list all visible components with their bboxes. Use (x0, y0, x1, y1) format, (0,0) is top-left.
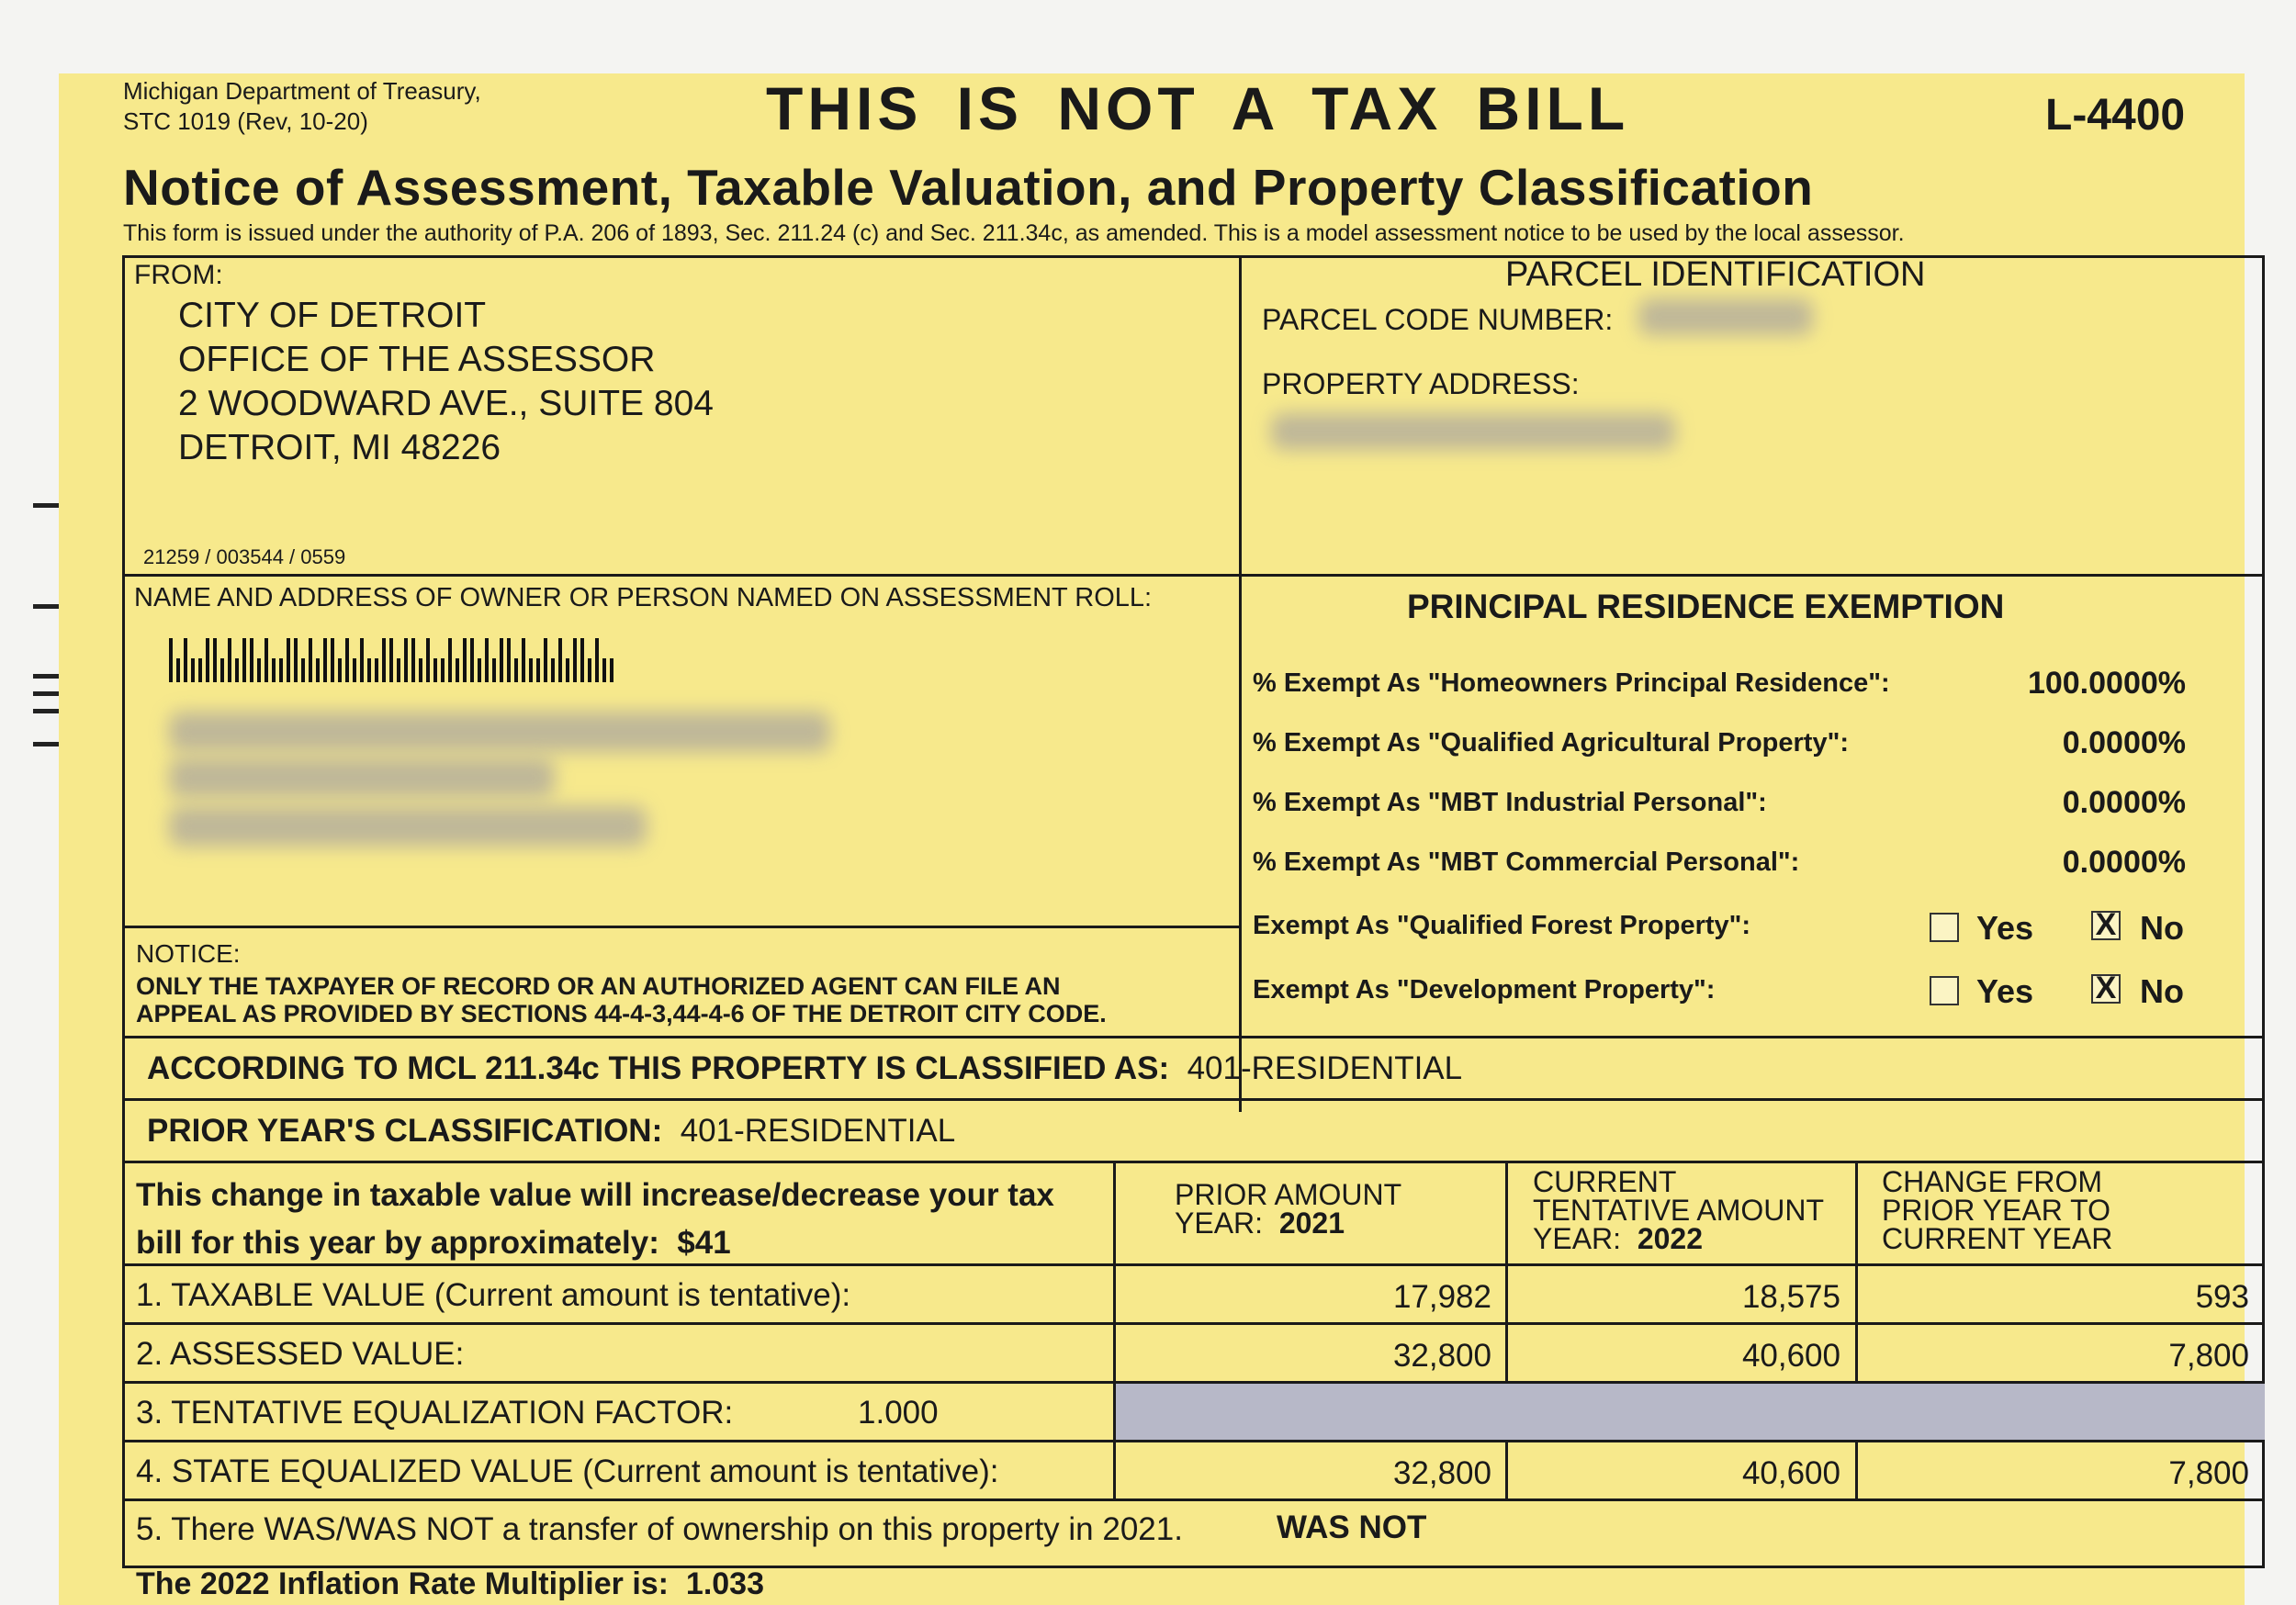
barcode-bar (551, 658, 555, 682)
form-number: L-4400 (2045, 91, 2186, 140)
barcode-bar (426, 638, 430, 682)
divider (122, 1498, 2265, 1501)
divider (1505, 1161, 1508, 1381)
divider (1855, 1440, 1858, 1498)
barcode-bar (257, 658, 261, 682)
barcode-bar (514, 658, 518, 682)
inflation-rate-line (136, 1566, 764, 1602)
current-head2: TENTATIVE AMOUNT (1533, 1194, 1825, 1227)
barcode-bar (492, 658, 496, 682)
assessed-value-prior: 32,800 (1392, 1338, 1491, 1374)
taxable-value-label: 1. TAXABLE VALUE (Current amount is tentative): (136, 1277, 851, 1313)
equalization-factor-label: 3. TENTATIVE EQUALIZATION FACTOR: (136, 1395, 734, 1431)
divider (122, 1098, 2265, 1101)
barcode-bar (235, 658, 239, 682)
barcode-bar (463, 638, 467, 682)
barcode-bar (279, 658, 283, 682)
barcode-bar (169, 638, 173, 682)
barcode-bar (272, 658, 276, 682)
barcode-bar (191, 658, 195, 682)
barcode-bar (294, 638, 298, 682)
pre-row-value: 0.0000% (2062, 845, 2186, 880)
barcode-bar (250, 638, 253, 682)
barcode-bar (228, 638, 231, 682)
barcode-bar (536, 658, 540, 682)
change-head2: PRIOR YEAR TO (1882, 1194, 2110, 1227)
taxable-value-change: 593 (2195, 1279, 2249, 1315)
development-no-label: No (2140, 972, 2184, 1010)
pre-row-label: % Exempt As "MBT Commercial Personal": (1253, 847, 1800, 877)
shaded-cell (1116, 1384, 2265, 1440)
barcode-bar (331, 638, 334, 682)
transfer-of-ownership-value: WAS NOT (1277, 1510, 1427, 1545)
redacted-parcel-code (1638, 298, 1813, 335)
barcode-bar (338, 658, 342, 682)
assessed-value-change: 7,800 (2168, 1338, 2249, 1374)
pre-row-label: % Exempt As "Qualified Agricultural Property": (1253, 728, 1849, 758)
redacted-owner-street (169, 758, 555, 798)
taxable-value-prior: 17,982 (1392, 1279, 1491, 1315)
assessment-notice-sheet (59, 73, 2249, 1605)
barcode-bar (522, 638, 525, 682)
barcode-bar (220, 658, 224, 682)
barcode-bar (323, 638, 327, 682)
barcode-bar (456, 658, 459, 682)
divider (1505, 1440, 1508, 1498)
barcode-bar (500, 638, 503, 682)
assessed-value-current: 40,600 (1741, 1338, 1840, 1374)
barcode-bar (544, 638, 547, 682)
barcode-bar (433, 658, 437, 682)
transfer-of-ownership-label: 5. There WAS/WAS NOT a transfer of ownership on this property in 2021. (136, 1511, 1183, 1547)
current-head3 (1533, 1222, 1824, 1255)
barcode-bar (360, 638, 364, 682)
barcode-bar (176, 658, 180, 682)
barcode-bar (184, 638, 187, 682)
development-exempt-label: Exempt As "Development Property": (1253, 975, 1716, 1005)
barcode-bar (507, 638, 511, 682)
barcode-bar (602, 658, 606, 682)
barcode-bar (580, 638, 584, 682)
barcode-bar (595, 638, 599, 682)
forest-exempt-label: Exempt As "Qualified Forest Property": (1253, 911, 1751, 940)
not-a-tax-bill-banner: THIS IS NOT A TAX BILL (766, 74, 1630, 142)
state-equalized-value-label: 4. STATE EQUALIZED VALUE (Current amount is tentative): (136, 1453, 999, 1489)
from-line1: CITY OF DETROIT (178, 296, 487, 335)
barcode-bar (588, 658, 591, 682)
authority-statement: This form is issued under the authority of P.A. 206 of 1893, Sec. 211.24 (c) and Sec. 211.34c, as amended. This is a model assessment notice to be used by the local assessor. (123, 220, 1905, 246)
current-classification-label: ACCORDING TO MCL 211.34c THIS PROPERTY IS CLASSIFIED AS: (147, 1050, 1170, 1086)
barcode-bar (287, 638, 290, 682)
pre-row-value: 100.0000% (2027, 666, 2186, 701)
issuer-block (123, 76, 481, 137)
barcode-bar (309, 638, 312, 682)
postal-barcode (169, 638, 617, 682)
barcode-bar (573, 638, 577, 682)
notice-text (136, 972, 1107, 1027)
barcode-bar (470, 638, 474, 682)
divider (122, 926, 1239, 928)
divider (1239, 574, 2265, 577)
barcode-bar (353, 658, 356, 682)
year-label: YEAR: (1533, 1222, 1622, 1255)
redacted-property-address (1271, 413, 1675, 450)
barcode-bar (566, 658, 569, 682)
barcode-bar (316, 658, 320, 682)
barcode-bar (529, 658, 533, 682)
barcode-bar (485, 638, 489, 682)
tax-change-line2 (136, 1219, 1054, 1267)
from-line3: 2 WOODWARD AVE., SUITE 804 (178, 384, 714, 423)
prior-year: 2021 (1278, 1207, 1345, 1240)
from-line2: OFFICE OF THE ASSESSOR (178, 340, 656, 379)
pre-row-value: 0.0000% (2062, 785, 2186, 820)
current-year: 2022 (1637, 1222, 1703, 1255)
tax-change-amount: $41 (677, 1225, 731, 1261)
tax-change-intro (136, 1172, 1054, 1267)
assessed-value-label: 2. ASSESSED VALUE: (136, 1336, 465, 1372)
divider (122, 574, 1239, 577)
from-address (178, 294, 714, 470)
inflation-rate-label: The 2022 Inflation Rate Multiplier is: (136, 1566, 669, 1601)
current-head1: CURRENT (1533, 1165, 1677, 1198)
development-yes-label: Yes (1976, 972, 2034, 1010)
change-header (1882, 1165, 2113, 1255)
current-classification-value: 401-RESIDENTIAL (1187, 1050, 1463, 1086)
pre-heading: PRINCIPAL RESIDENCE EXEMPTION (1407, 588, 2005, 625)
barcode-bar (206, 638, 209, 682)
forest-no-label: No (2140, 909, 2184, 947)
parcel-code-label: PARCEL CODE NUMBER: (1262, 303, 1614, 336)
pre-row-label: % Exempt As "MBT Industrial Personal": (1253, 788, 1767, 817)
equalization-factor-value: 1.000 (858, 1395, 939, 1431)
prior-amount-head1: PRIOR AMOUNT (1175, 1178, 1402, 1211)
change-head1: CHANGE FROM (1882, 1165, 2102, 1198)
current-amount-header (1533, 1165, 1825, 1255)
owner-label: NAME AND ADDRESS OF OWNER OR PERSON NAMED ON ASSESSMENT ROLL: (134, 583, 1153, 612)
issuer-line2: STC 1019 (Rev, 10-20) (123, 107, 368, 135)
barcode-bar (411, 638, 415, 682)
barcode-bar (367, 658, 371, 682)
sev-current: 40,600 (1741, 1455, 1840, 1491)
change-head3: CURRENT YEAR (1882, 1222, 2113, 1255)
barcode-bar (345, 638, 349, 682)
divider (122, 1440, 2265, 1442)
pre-row-value: 0.0000% (2062, 725, 2186, 760)
pre-row-label: % Exempt As "Homeowners Principal Residence": (1253, 668, 1890, 698)
barcode-bar (448, 638, 452, 682)
barcode-bar (264, 638, 268, 682)
barcode-bar (382, 638, 386, 682)
divider (122, 1161, 2265, 1163)
divider (1239, 255, 1242, 1112)
inflation-rate-value: 1.033 (685, 1566, 764, 1601)
barcode-bar (389, 638, 393, 682)
barcode-bar (397, 658, 400, 682)
development-yes-checkbox[interactable] (1930, 976, 1959, 1005)
forest-no-checkbox[interactable]: X (2091, 911, 2121, 940)
barcode-bar (301, 658, 305, 682)
barcode-bar (375, 658, 378, 682)
barcode-bar (610, 658, 613, 682)
notice-label: NOTICE: (136, 939, 241, 968)
taxable-value-current: 18,575 (1741, 1279, 1840, 1315)
current-classification (147, 1050, 1462, 1087)
from-label: FROM: (134, 260, 223, 290)
barcode-bar (478, 658, 481, 682)
barcode-bar (198, 658, 202, 682)
development-no-checkbox[interactable]: X (2091, 974, 2121, 1004)
prior-classification-value: 401-RESIDENTIAL (680, 1113, 956, 1149)
property-address-label: PROPERTY ADDRESS: (1262, 367, 1580, 400)
barcode-bar (242, 638, 246, 682)
redacted-owner-city (169, 806, 647, 847)
forest-yes-label: Yes (1976, 909, 2034, 947)
parcel-heading: PARCEL IDENTIFICATION (1505, 255, 1926, 294)
page-title: Notice of Assessment, Taxable Valuation, and Property Classification (123, 159, 1814, 216)
barcode-bar (558, 638, 562, 682)
notice-line2: APPEAL AS PROVIDED BY SECTIONS 44-4-3,44-4-6 OF THE DETROIT CITY CODE. (136, 1000, 1107, 1027)
tax-change-label: bill for this year by approximately: (136, 1225, 659, 1261)
sev-change: 7,800 (2168, 1455, 2249, 1491)
divider (122, 1036, 2265, 1038)
prior-classification-label: PRIOR YEAR'S CLASSIFICATION: (147, 1113, 663, 1149)
divider (1855, 1161, 1858, 1381)
mailing-reference: 21259 / 003544 / 0559 (143, 545, 346, 568)
divider (122, 1322, 2265, 1325)
divider (1113, 1161, 1116, 1498)
issuer-line1: Michigan Department of Treasury, (123, 77, 481, 105)
redacted-owner-name (169, 712, 830, 752)
prior-amount-header (1175, 1178, 1402, 1240)
from-line4: DETROIT, MI 48226 (178, 428, 501, 467)
barcode-bar (441, 658, 445, 682)
barcode-bar (419, 658, 422, 682)
barcode-bar (404, 638, 408, 682)
prior-amount-head2 (1175, 1209, 1401, 1238)
tax-change-line1: This change in taxable value will increase/decrease your tax (136, 1177, 1054, 1213)
prior-classification (147, 1113, 955, 1150)
forest-yes-checkbox[interactable] (1930, 913, 1959, 942)
barcode-bar (213, 638, 217, 682)
notice-line1: ONLY THE TAXPAYER OF RECORD OR AN AUTHORIZED AGENT CAN FILE AN (136, 972, 1061, 1000)
year-label: YEAR: (1175, 1207, 1264, 1240)
sev-prior: 32,800 (1392, 1455, 1491, 1491)
